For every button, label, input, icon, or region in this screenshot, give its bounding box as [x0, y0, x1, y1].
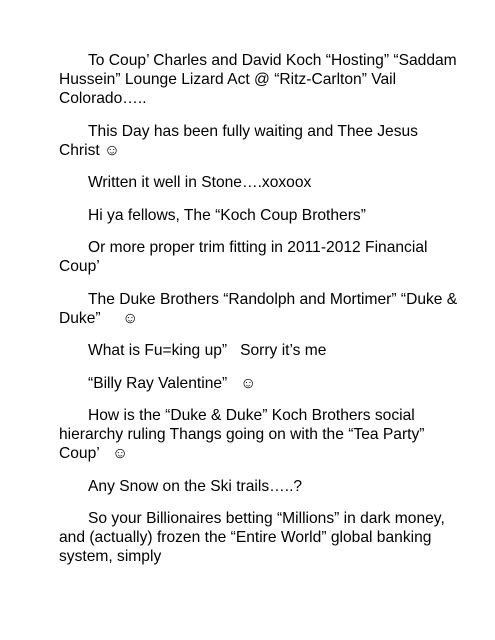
document-page	[59, 51, 462, 580]
paragraph-9: How is the “Duke & Duke” Koch Brothers social hierarchy ruling Thangs going on with the “Tea Party” Coup’ ☺	[59, 407, 429, 462]
paragraph-10: Any Snow on the Ski trails…..?	[88, 477, 303, 495]
paragraph-11: So your Billionaires betting “Millions” in dark money, and (actually) frozen the “Entire World” global banking system, simply	[59, 510, 450, 565]
paragraph-4: Hi ya fellows, The “Koch Coup Brothers”	[88, 206, 366, 224]
paragraph-8: “Billy Ray Valentine” ☺	[88, 374, 257, 392]
paragraph-2: This Day has been fully waiting and Thee Jesus Christ ☺	[59, 122, 423, 159]
paragraph-1: To Coup’ Charles and David Koch “Hosting” “Saddam Hussein” Lounge Lizard Act @ “Ritz-Carlton” Vail Colorado…..	[59, 52, 461, 107]
paragraph-5: Or more proper trim fitting in 2011-2012 Financial Coup’	[59, 239, 432, 275]
paragraph-3: Written it well in Stone….xoxoox	[88, 174, 312, 191]
paragraph-6: The Duke Brothers “Randolph and Mortimer” “Duke & Duke” ☺	[59, 290, 462, 327]
paragraph-7: What is Fu=king up” Sorry it’s me	[88, 342, 327, 359]
